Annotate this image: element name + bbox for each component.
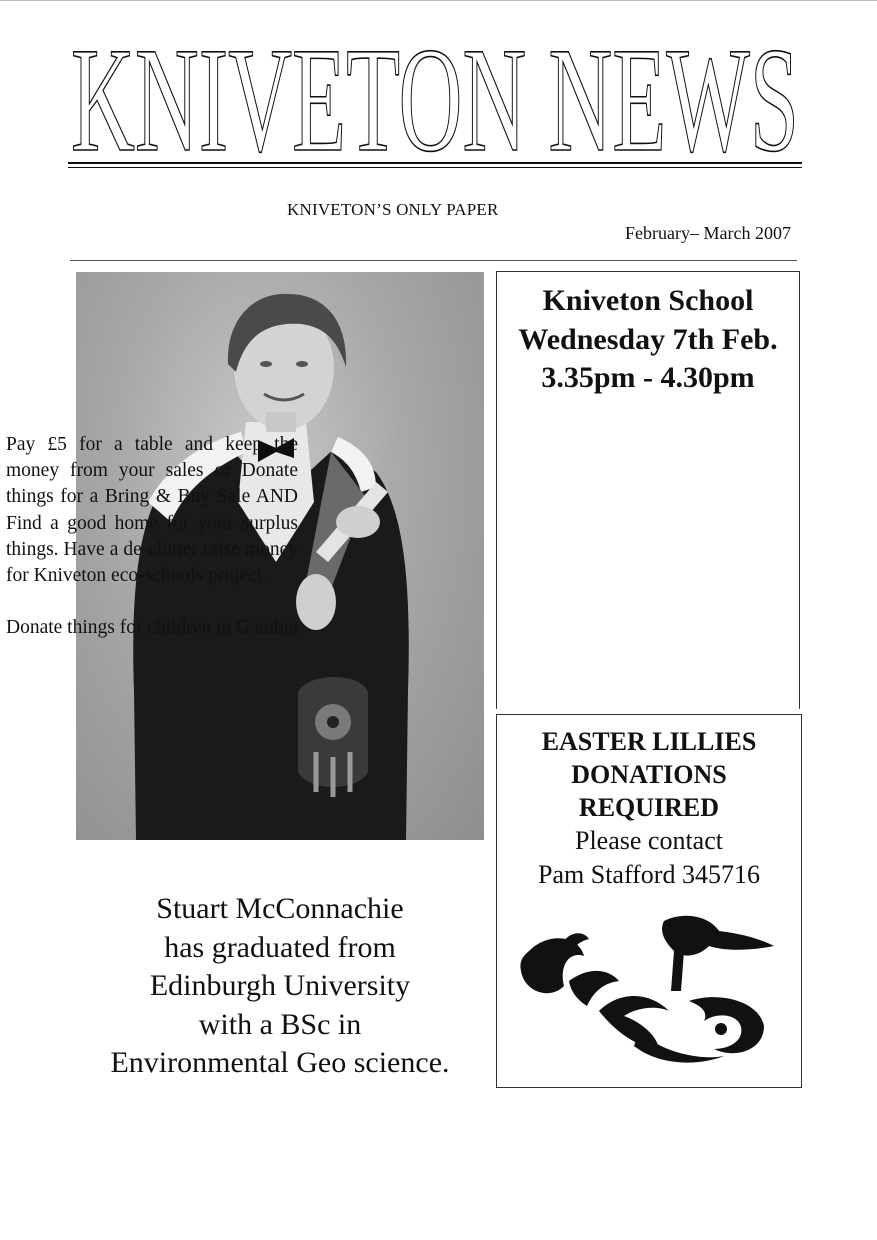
event-donation-note: Donate things for children in Gambia — [6, 617, 298, 639]
event-heading-line: Wednesday 7th Feb. — [518, 322, 778, 356]
contact-line: Pam Stafford 345716 — [538, 860, 760, 889]
caption-line: Stuart McConnachie — [156, 892, 404, 925]
lillies-heading-line: DONATIONS — [571, 760, 727, 789]
event-heading-line: Kniveton School — [542, 284, 754, 317]
lillies-heading-line: REQUIRED — [578, 793, 720, 822]
lily-icon — [509, 911, 779, 1071]
lillies-contact — [497, 824, 801, 892]
event-heading-line: 3.35pm - 4.30pm — [541, 361, 755, 394]
photo-caption — [76, 890, 484, 1083]
tagline: KNIVETON’S ONLY PAPER — [287, 200, 499, 219]
event-body — [6, 432, 298, 641]
caption-line: Environmental Geo science. — [110, 1046, 450, 1079]
header-divider — [70, 260, 797, 261]
issue-date: February– March 2007 — [625, 223, 791, 243]
easter-lillies-box — [496, 714, 802, 1088]
contact-line: Please contact — [575, 826, 723, 855]
masthead — [68, 30, 802, 160]
event-box — [496, 271, 800, 709]
lillies-heading — [497, 725, 801, 824]
event-description: Pay £5 for a table and keep the money from your sales or Donate things for a Bring & Buy Sale AND Find a good home for your surplus things. Have a de-clutter raise money for Kniveton eco-schools project. — [6, 434, 298, 587]
caption-line: Edinburgh University — [149, 969, 411, 1002]
event-heading — [497, 282, 799, 398]
masthead-rule-bottom — [68, 167, 802, 168]
masthead-title: KNIVETON NEWS — [71, 30, 799, 160]
masthead-rule-top — [68, 162, 802, 164]
lillies-heading-line: EASTER LILLIES — [541, 727, 757, 756]
top-edge-rule — [0, 0, 877, 1]
caption-line: has graduated from — [164, 930, 396, 964]
caption-line: with a BSc in — [198, 1007, 362, 1041]
